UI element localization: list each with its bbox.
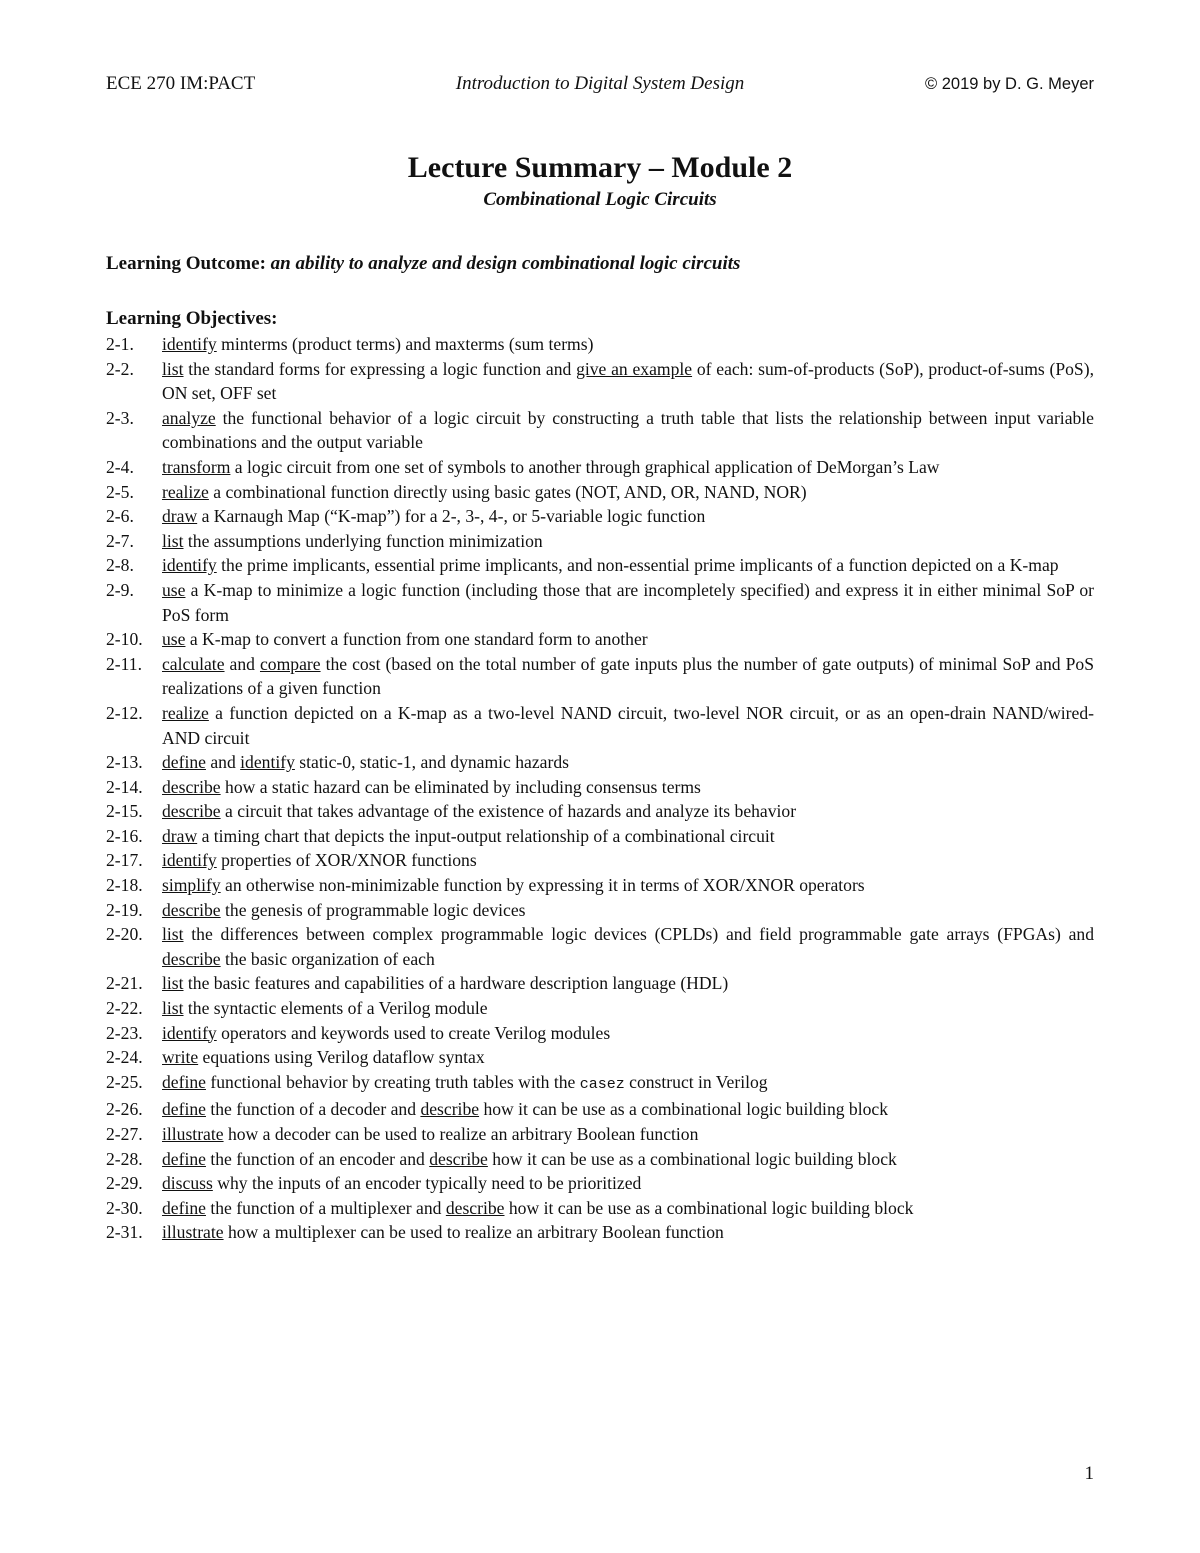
objective-verb: calculate <box>162 653 225 674</box>
objective-number: 2-6. <box>106 506 134 527</box>
objective-text: equations using Verilog dataflow syntax <box>198 1047 485 1068</box>
objective-text: the prime implicants, essential prime implicants, and non-essential prime implicants of a function depicted on a K-map <box>216 555 1059 576</box>
objective-item <box>106 455 1094 480</box>
objective-item <box>106 652 1094 701</box>
objective-text: operators and keywords used to create Verilog modules <box>216 1022 611 1043</box>
objective-number: 2-21. <box>106 973 143 994</box>
objective-text: the function of an encoder and <box>205 1148 430 1169</box>
objective-number: 2-18. <box>106 875 143 896</box>
objective-item <box>106 1220 1094 1245</box>
objective-text: the basic organization of each <box>220 948 435 969</box>
objective-number: 2-12. <box>106 702 143 723</box>
objective-number: 2-1. <box>106 334 134 354</box>
objective-text: of each: sum-of-products (SoP), product-of-sums (PoS), ON set, OFF set <box>162 358 1094 404</box>
objective-number: 2-10. <box>106 629 143 650</box>
objective-item <box>106 701 1094 750</box>
objective-text: properties of XOR/XNOR functions <box>216 850 477 871</box>
objective-text: a timing chart that depicts the input-output relationship of a combinational circuit <box>197 825 775 846</box>
objective-item <box>106 1021 1094 1046</box>
objective-item <box>106 1122 1094 1147</box>
objective-verb: transform <box>162 456 231 477</box>
objective-verb: describe <box>162 776 221 797</box>
objective-number: 2-24. <box>106 1047 143 1068</box>
objective-number: 2-17. <box>106 850 143 871</box>
objective-verb: define <box>162 752 206 773</box>
objective-item <box>106 799 1094 824</box>
objective-verb: use <box>162 629 186 650</box>
objective-item <box>106 1097 1094 1122</box>
objective-item <box>106 1045 1094 1070</box>
objective-item <box>106 529 1094 554</box>
objective-verb: list <box>162 998 184 1019</box>
objective-number: 2-14. <box>106 776 143 797</box>
objective-text: and <box>224 653 260 674</box>
learning-outcome <box>106 252 740 276</box>
objective-item <box>106 775 1094 800</box>
objective-verb: illustrate <box>162 1222 224 1243</box>
learning-outcome-label: Learning Outcome: <box>106 253 266 274</box>
objective-text: functional behavior by creating truth tables with the <box>205 1071 580 1092</box>
objective-item <box>106 971 1094 996</box>
objective-number: 2-2. <box>106 358 134 379</box>
objectives-heading: Learning Objectives: <box>106 308 278 329</box>
objective-text: a K-map to convert a function from one standard form to another <box>185 629 648 650</box>
objective-item <box>106 873 1094 898</box>
objective-verb: give an example <box>576 358 693 379</box>
objective-verb: list <box>162 973 184 994</box>
learning-outcome-text: an ability to analyze and design combinational logic circuits <box>270 253 741 274</box>
objective-text: how a multiplexer can be used to realize an arbitrary Boolean function <box>223 1222 724 1243</box>
page-number: 1 <box>1084 1463 1094 1484</box>
objective-number: 2-11. <box>106 653 142 674</box>
header-course: ECE 270 IM:PACT <box>106 73 256 94</box>
objective-number: 2-28. <box>106 1148 143 1169</box>
objective-text: a K-map to minimize a logic function (including those that are incompletely specified) and express it in either minimal SoP or PoS form <box>162 579 1094 625</box>
objective-text: the genesis of programmable logic devices <box>220 899 526 920</box>
objective-verb: define <box>162 1099 206 1120</box>
objective-text: how a decoder can be used to realize an arbitrary Boolean function <box>223 1124 699 1144</box>
objective-verb: identify <box>162 850 217 871</box>
objective-text: construct in Verilog <box>624 1071 768 1092</box>
objective-item <box>106 1070 1094 1098</box>
objective-verb: describe <box>420 1099 480 1120</box>
objective-item <box>106 480 1094 505</box>
objectives-list <box>106 332 1094 1245</box>
objective-verb: describe <box>162 801 221 822</box>
objective-text: the cost (based on the total number of gate inputs plus the number of gate outputs) of minimal SoP and PoS realizations of a given function <box>162 653 1094 699</box>
header-copyright: © 2019 by D. G. Meyer <box>925 75 1094 93</box>
objective-verb: identify <box>240 752 295 773</box>
objective-item <box>106 1147 1094 1172</box>
objective-verb: use <box>162 579 186 600</box>
objective-verb: draw <box>162 825 198 846</box>
objective-text: an otherwise non-minimizable function by expressing it in terms of XOR/XNOR operators <box>220 875 865 896</box>
objective-text: a combinational function directly using basic gates (NOT, AND, OR, NAND, NOR) <box>208 481 807 502</box>
objective-text: the differences between complex programmable logic devices (CPLDs) and field programmable gate arrays (FPGAs) and <box>183 924 1094 945</box>
objective-text: minterms (product terms) and maxterms (sum terms) <box>216 334 594 354</box>
objective-item <box>106 406 1094 455</box>
objective-item <box>106 996 1094 1021</box>
objective-item <box>106 627 1094 652</box>
objective-verb: simplify <box>162 875 221 896</box>
objective-code: casez <box>579 1075 625 1093</box>
objective-item <box>106 553 1094 578</box>
objective-text: the function of a multiplexer and <box>205 1197 446 1218</box>
objective-number: 2-20. <box>106 924 143 945</box>
objective-verb: identify <box>162 334 217 354</box>
objective-text: a circuit that takes advantage of the existence of hazards and analyze its behavior <box>220 801 797 822</box>
objective-number: 2-26. <box>106 1099 143 1120</box>
objective-number: 2-8. <box>106 555 134 576</box>
objective-verb: define <box>162 1071 206 1092</box>
objective-item <box>106 824 1094 849</box>
objective-text: a function depicted on a K-map as a two-level NAND circuit, two-level NOR circuit, or as an open-drain NAND/wired-AND circuit <box>162 702 1094 748</box>
objective-item <box>106 504 1094 529</box>
objective-text: how it can be use as a combinational logic building block <box>487 1148 897 1169</box>
objective-item <box>106 357 1094 406</box>
objective-verb: describe <box>162 899 221 920</box>
objective-text: how it can be use as a combinational logic building block <box>479 1099 889 1120</box>
objective-verb: analyze <box>162 407 216 428</box>
objective-number: 2-29. <box>106 1173 143 1194</box>
objective-verb: describe <box>445 1197 505 1218</box>
header-book-title: Introduction to Digital System Design <box>455 73 745 94</box>
objective-text: the standard forms for expressing a logic function and <box>183 358 577 379</box>
objective-item <box>106 1196 1094 1221</box>
objective-verb: identify <box>162 555 217 576</box>
objective-text: the function of a decoder and <box>205 1099 421 1120</box>
objective-verb: describe <box>429 1148 488 1169</box>
objective-verb: identify <box>162 1022 217 1043</box>
objective-number: 2-27. <box>106 1124 143 1144</box>
objective-item <box>106 332 1094 357</box>
objective-text: a logic circuit from one set of symbols to another through graphical application of DeMorgan’s Law <box>230 456 940 477</box>
page-title: Lecture Summary – Module 2 <box>407 151 793 184</box>
objective-verb: realize <box>162 702 209 723</box>
objective-item <box>106 578 1094 627</box>
objective-number: 2-13. <box>106 752 143 773</box>
objective-number: 2-5. <box>106 481 134 502</box>
objective-number: 2-31. <box>106 1222 143 1243</box>
objective-number: 2-4. <box>106 456 134 477</box>
objective-text: how it can be use as a combinational logic building block <box>504 1197 914 1218</box>
objective-verb: illustrate <box>162 1124 224 1144</box>
objective-text: a Karnaugh Map (“K-map”) for a 2-, 3-, 4-, or 5-variable logic function <box>197 506 706 527</box>
objective-text: why the inputs of an encoder typically need to be prioritized <box>212 1173 642 1194</box>
objective-text: the basic features and capabilities of a hardware description language (HDL) <box>183 973 729 994</box>
objective-text: the assumptions underlying function minimization <box>183 530 543 551</box>
objective-item <box>106 922 1094 971</box>
objective-verb: define <box>162 1197 206 1218</box>
objective-item <box>106 848 1094 873</box>
objective-verb: discuss <box>162 1173 213 1194</box>
objective-text: how a static hazard can be eliminated by including consensus terms <box>220 776 701 797</box>
objective-verb: compare <box>259 653 321 674</box>
objective-item <box>106 750 1094 775</box>
objective-verb: write <box>162 1047 199 1068</box>
objective-number: 2-3. <box>106 407 134 428</box>
objective-number: 2-25. <box>106 1071 143 1092</box>
objective-text: the functional behavior of a logic circuit by constructing a truth table that lists the relationship between input variable combinations and the output variable <box>162 407 1094 453</box>
objective-verb: list <box>162 924 184 945</box>
objective-number: 2-22. <box>106 998 143 1019</box>
objective-item <box>106 898 1094 923</box>
objective-verb: list <box>162 530 184 551</box>
objective-verb: define <box>162 1148 206 1169</box>
objective-verb: realize <box>162 481 209 502</box>
objective-text: the syntactic elements of a Verilog module <box>183 998 488 1019</box>
objective-verb: draw <box>162 506 198 527</box>
objective-number: 2-7. <box>106 530 134 551</box>
objective-number: 2-23. <box>106 1022 143 1043</box>
objective-number: 2-15. <box>106 801 143 822</box>
objective-item <box>106 1171 1094 1196</box>
objective-number: 2-30. <box>106 1197 143 1218</box>
objective-number: 2-9. <box>106 579 134 600</box>
page-subtitle: Combinational Logic Circuits <box>483 189 717 210</box>
objective-text: and <box>205 752 241 773</box>
objective-verb: describe <box>162 948 221 969</box>
objective-number: 2-19. <box>106 899 143 920</box>
objective-verb: list <box>162 358 184 379</box>
objective-text: static-0, static-1, and dynamic hazards <box>294 752 569 773</box>
objective-number: 2-16. <box>106 825 143 846</box>
